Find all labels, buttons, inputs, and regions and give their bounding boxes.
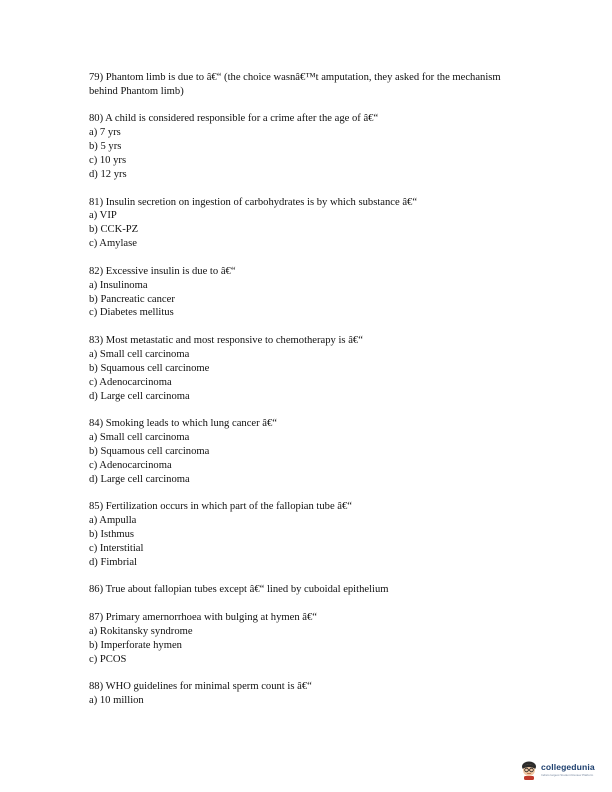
question-86 <box>89 583 529 597</box>
question-text: 82) Excessive insulin is due to â€“ <box>89 265 236 277</box>
question-list <box>89 71 529 721</box>
option-d: d) 12 yrs <box>89 169 127 181</box>
question-text: 85) Fertilization occurs in which part of the fallopian tube â€“ <box>89 501 352 513</box>
option-b: b) Squamous cell carcinoma <box>89 445 210 457</box>
question-text: 83) Most metastatic and most responsive to chemotherapy is â€“ <box>89 334 363 346</box>
option-b: b) CCK-PZ <box>89 224 139 236</box>
brand-name: collegedunia <box>541 762 595 773</box>
question-text: 84) Smoking leads to which lung cancer â€“ <box>89 418 277 430</box>
question-79 <box>89 71 529 99</box>
option-d: d) Fimbrial <box>89 556 137 568</box>
mascot-icon <box>520 760 538 780</box>
option-a: a) Ampulla <box>89 515 137 527</box>
brand-tagline: India's largest Student Review Platform <box>541 772 594 777</box>
question-text: 87) Primary amernorrhoea with bulging at hymen â€“ <box>89 611 317 623</box>
option-c: c) Amylase <box>89 238 137 250</box>
option-c: c) 10 yrs <box>89 155 127 167</box>
option-b: b) Squamous cell carcinome <box>89 362 210 374</box>
option-d: d) Large cell carcinoma <box>89 473 190 485</box>
question-82 <box>89 265 529 321</box>
option-a: a) 7 yrs <box>89 127 121 139</box>
option-a: a) VIP <box>89 210 117 222</box>
question-84 <box>89 417 529 487</box>
question-80 <box>89 112 529 182</box>
option-a: a) Insulinoma <box>89 279 148 291</box>
question-text: 88) WHO guidelines for minimal sperm count is â€“ <box>89 681 312 693</box>
question-text: 81) Insulin secretion on ingestion of carbohydrates is by which substance â€“ <box>89 196 418 208</box>
option-b: b) Imperforate hymen <box>89 639 182 651</box>
option-b: b) 5 yrs <box>89 141 122 153</box>
option-c: c) Adenocarcinoma <box>89 459 172 471</box>
option-c: c) PCOS <box>89 653 127 665</box>
option-a: a) Rokitansky syndrome <box>89 625 193 637</box>
option-c: c) Interstitial <box>89 542 144 554</box>
option-a: a) 10 million <box>89 694 144 706</box>
question-85 <box>89 500 529 570</box>
option-c: c) Diabetes mellitus <box>89 307 174 319</box>
option-b: b) Pancreatic cancer <box>89 293 175 305</box>
option-a: a) Small cell carcinoma <box>89 348 190 360</box>
question-87 <box>89 611 529 667</box>
option-d: d) Large cell carcinoma <box>89 390 190 402</box>
collegedunia-logo[interactable] <box>520 760 595 780</box>
question-text: 86) True about fallopian tubes except â€“ lined by cuboidal epithelium <box>89 584 389 596</box>
option-c: c) Adenocarcinoma <box>89 376 172 388</box>
question-text: 80) A child is considered responsible for a crime after the age of â€“ <box>89 113 379 125</box>
option-a: a) Small cell carcinoma <box>89 432 190 443</box>
question-88 <box>89 680 529 708</box>
question-83 <box>89 334 529 404</box>
question-81 <box>89 196 529 252</box>
question-text: 79) Phantom limb is due to â€“ (the choice wasnâ€™t amputation, they asked for the mechanism behind Phantom limb) <box>89 72 504 97</box>
option-b: b) Isthmus <box>89 529 135 541</box>
